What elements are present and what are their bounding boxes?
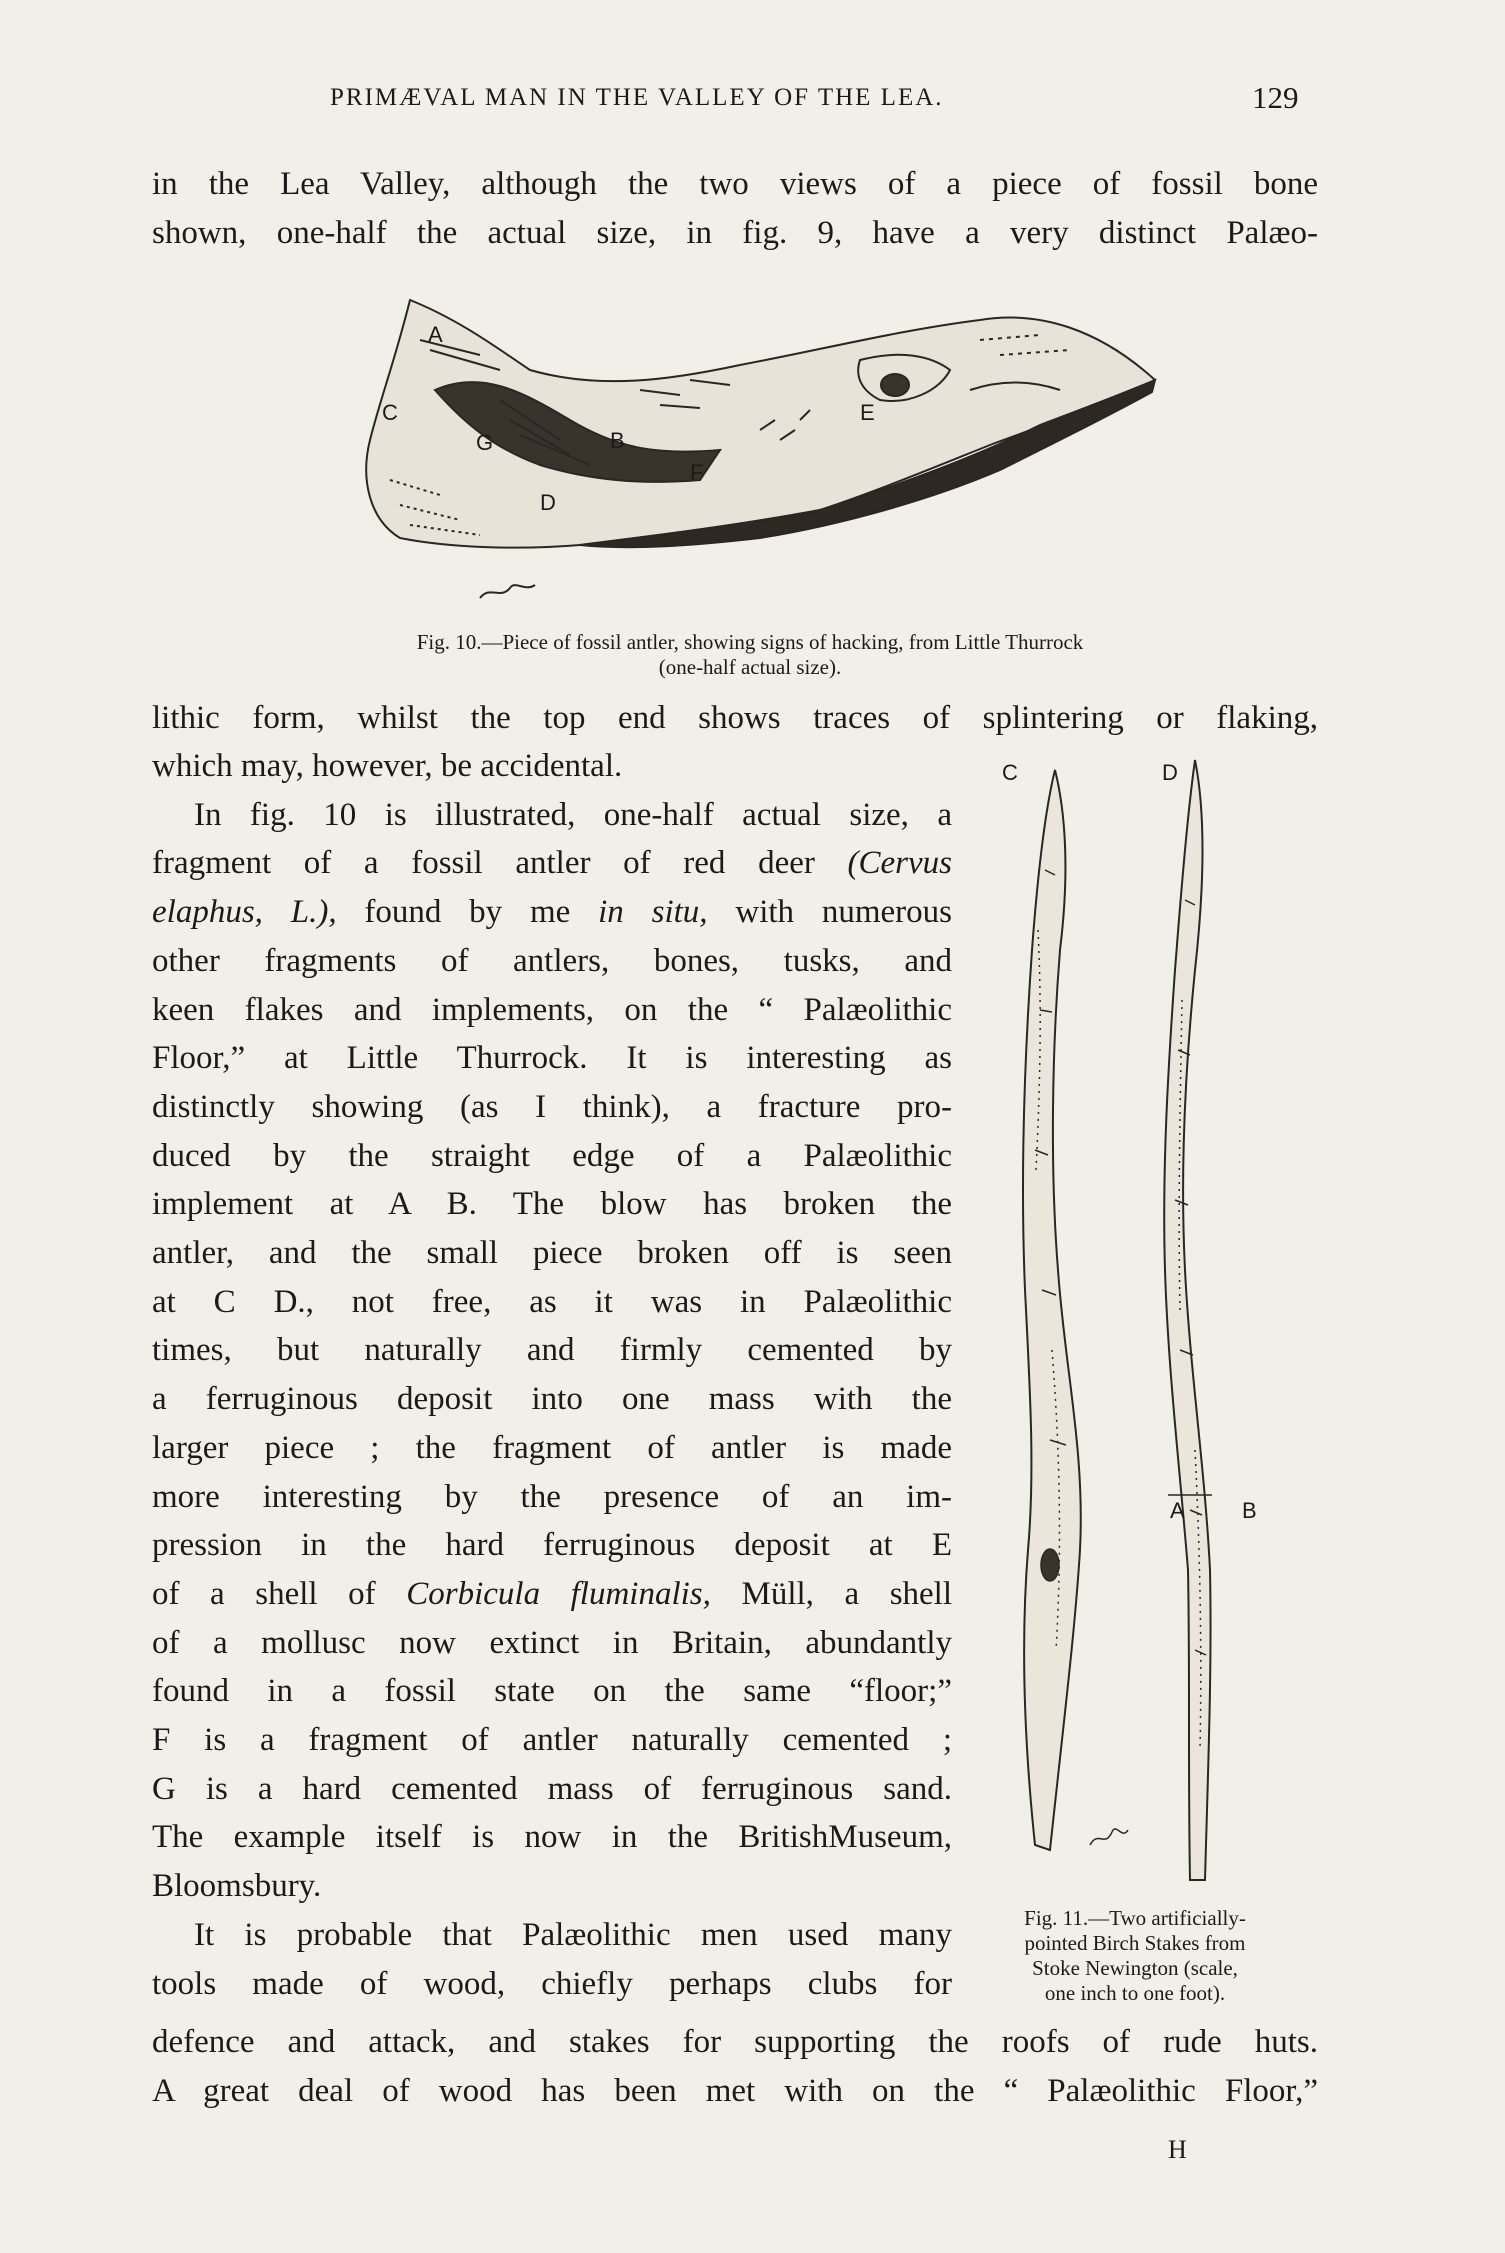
text-line: of a shell of Corbicula fluminalis, Müll, a shell [152, 1575, 953, 1612]
text-line: in the Lea Valley, although the two views of a piece of fossil bone [152, 166, 1318, 202]
after-figure-10-line [152, 694, 1318, 743]
text-line: The example itself is now in the BritishMuseum, [152, 1819, 952, 1856]
text-line: duced by the straight edge of a Palæolithic [152, 1137, 952, 1174]
text-line: F is a fragment of antler naturally cemented ; [152, 1722, 952, 1759]
figure-10-caption-line: (one-half actual size). [658, 655, 842, 679]
text-line: Bloomsbury. [152, 1868, 322, 1905]
text-line: a ferruginous deposit into one mass with the [152, 1381, 952, 1418]
bottom-paragraph [152, 2018, 1318, 2115]
page-number: 129 [1252, 80, 1299, 115]
fig10-label-a: A [428, 322, 443, 347]
text-line: more interesting by the presence of an im- [152, 1478, 952, 1515]
text-line: It is probable that Palæolithic men used many [194, 1916, 952, 1953]
text-line: Floor,” at Little Thurrock. It is interesting as [152, 1040, 952, 1077]
fig10-label-g: G [476, 430, 494, 455]
figure-10-caption [220, 630, 1280, 680]
signature-mark: H [1168, 2135, 1187, 2164]
text-line: at C D., not free, as it was in Palæolithic [152, 1283, 952, 1320]
text-line: G is a hard cemented mass of ferruginous sand. [152, 1770, 952, 1807]
fig11-label-b: B [1242, 1498, 1257, 1523]
text-line: antler, and the small piece broken off is seen [152, 1235, 952, 1272]
text-line: other fragments of antlers, bones, tusks, and [152, 942, 952, 979]
fig10-label-f: F [690, 460, 704, 485]
figure-11-caption-line: one inch to one foot). [1044, 1981, 1226, 2005]
text-line: distinctly showing (as I think), a fracture pro- [152, 1088, 952, 1125]
text-line: In fig. 10 is illustrated, one-half actual size, a [194, 796, 952, 833]
text-line: A great deal of wood has been met with on the “ Palæolithic Floor,” [152, 2072, 1318, 2109]
text-line: implement at A B. The blow has broken the [152, 1186, 952, 1223]
fig11-label-a: A [1170, 1498, 1185, 1523]
figure-10-caption-line: Fig. 10.—Piece of fossil antler, showing signs of hacking, from Little Thurrock [416, 630, 1084, 654]
figure-11-caption-line: Fig. 11.—Two artificially- [1024, 1906, 1246, 1930]
text-line: larger piece ; the fragment of antler is made [152, 1429, 952, 1466]
column-paragraphs [152, 742, 952, 2008]
text-line: tools made of wood, chiefly perhaps clubs for [152, 1965, 952, 2002]
text-line: fragment of a fossil antler of red deer (Cervus [152, 845, 952, 882]
figure-11-caption-line: pointed Birch Stakes from [1024, 1931, 1246, 1955]
text-line: lithic form, whilst the top end shows traces of splintering or flaking, [152, 700, 1318, 736]
text-line: elaphus, L.), found by me in situ, with numerous [152, 894, 952, 931]
fig10-label-c: C [382, 400, 398, 425]
fig11-label-d: D [1162, 760, 1178, 785]
figure-10-antler-illustration [340, 280, 1170, 620]
fig10-label-b: B [610, 428, 625, 453]
text-line: which may, however, be accidental. [152, 748, 623, 784]
running-title: PRIMÆVAL MAN IN THE VALLEY OF THE LEA. [330, 84, 944, 111]
text-line: of a mollusc now extinct in Britain, abundantly [152, 1624, 952, 1661]
text-line: shown, one-half the actual size, in fig. 9, have a very distinct Palæo- [152, 214, 1318, 251]
fig10-label-e: E [860, 400, 875, 425]
text-line: defence and attack, and stakes for supporting the roofs of rude huts. [152, 2024, 1318, 2060]
text-line: found in a fossil state on the same “floor;” [152, 1673, 952, 1710]
text-line: pression in the hard ferruginous deposit at E [152, 1527, 952, 1564]
figure-11-caption [970, 1906, 1300, 2006]
fig11-label-c: C [1002, 760, 1018, 785]
top-paragraph [152, 160, 1318, 257]
figure-11-stakes-illustration [990, 750, 1290, 1900]
fig10-label-d: D [540, 490, 556, 515]
figure-11-caption-line: Stoke Newington (scale, [1032, 1956, 1238, 1980]
text-line: times, but naturally and firmly cemented by [152, 1332, 952, 1369]
text-line: keen flakes and implements, on the “ Palæolithic [152, 991, 952, 1028]
